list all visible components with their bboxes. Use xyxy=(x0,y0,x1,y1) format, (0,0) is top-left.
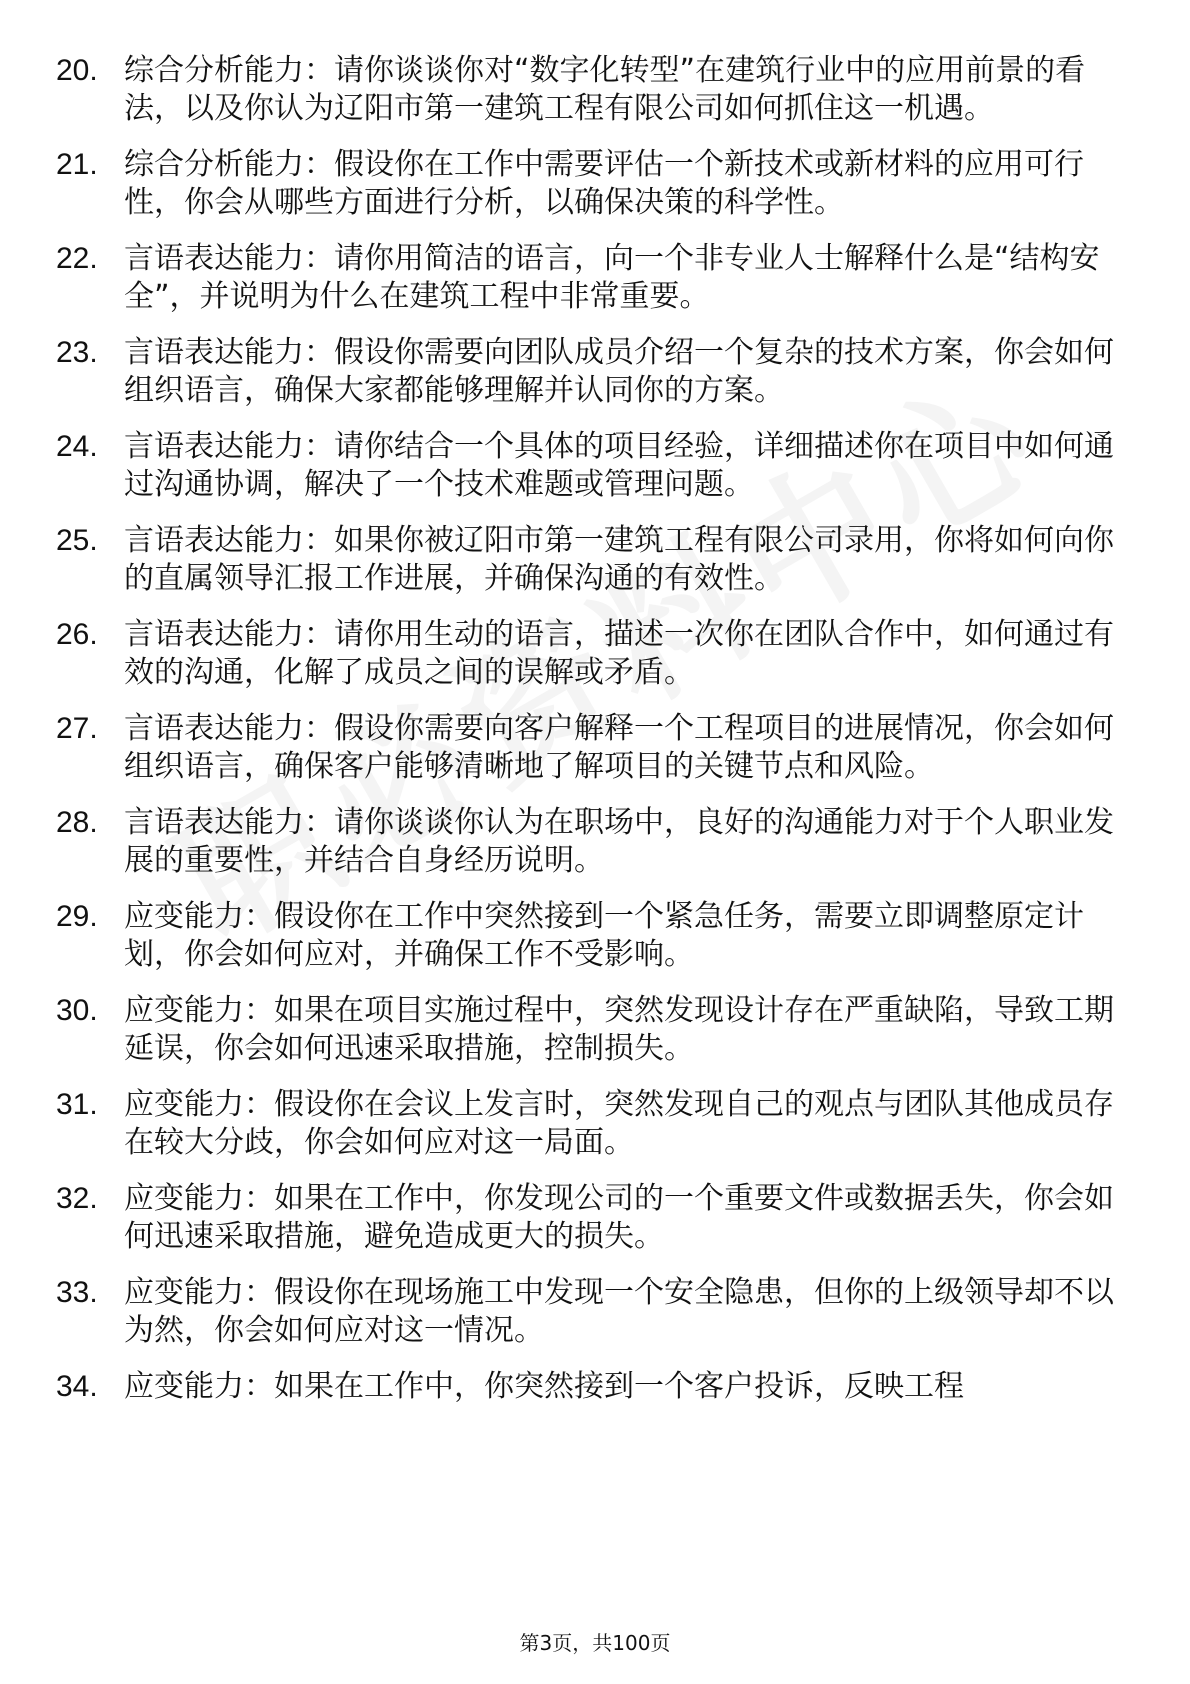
item-text: 言语表达能力：如果你被辽阳市第一建筑工程有限公司录用，你将如何向你的直属领导汇报工作进展，并确保沟通的有效性。 xyxy=(124,523,1114,596)
list-item xyxy=(0,1274,1190,1350)
item-number: 20. xyxy=(56,54,98,87)
item-number: 33. xyxy=(56,1276,98,1309)
item-text: 应变能力：如果在项目实施过程中，突然发现设计存在严重缺陷，导致工期延误，你会如何迅速采取措施，控制损失。 xyxy=(124,993,1114,1066)
item-text: 应变能力：假设你在工作中突然接到一个紧急任务，需要立即调整原定计划，你会如何应对，并确保工作不受影响。 xyxy=(124,899,1084,972)
list-item xyxy=(0,992,1190,1068)
list-item xyxy=(0,146,1190,222)
list-item xyxy=(0,1180,1190,1256)
item-number: 31. xyxy=(56,1088,98,1121)
item-number: 28. xyxy=(56,806,98,839)
item-text: 综合分析能力：假设你在工作中需要评估一个新技术或新材料的应用可行性，你会从哪些方面进行分析，以确保决策的科学性。 xyxy=(124,147,1084,220)
item-text: 言语表达能力：假设你需要向团队成员介绍一个复杂的技术方案，你会如何组织语言，确保大家都能够理解并认同你的方案。 xyxy=(124,335,1114,408)
item-text: 言语表达能力：请你结合一个具体的项目经验，详细描述你在项目中如何通过沟通协调，解决了一个技术难题或管理问题。 xyxy=(124,429,1114,502)
list-item xyxy=(0,1368,1190,1406)
item-text: 应变能力：假设你在现场施工中发现一个安全隐患，但你的上级领导却不以为然，你会如何应对这一情况。 xyxy=(124,1275,1114,1348)
list-item xyxy=(0,1086,1190,1162)
item-number: 29. xyxy=(56,900,98,933)
item-number: 34. xyxy=(56,1370,98,1403)
list-item xyxy=(0,428,1190,504)
item-number: 24. xyxy=(56,430,98,463)
item-text: 言语表达能力：假设你需要向客户解释一个工程项目的进展情况，你会如何组织语言，确保客户能够清晰地了解项目的关键节点和风险。 xyxy=(124,711,1114,784)
list-item xyxy=(0,52,1190,128)
item-number: 25. xyxy=(56,524,98,557)
list-item xyxy=(0,240,1190,316)
list-item xyxy=(0,710,1190,786)
list-item xyxy=(0,616,1190,692)
item-number: 23. xyxy=(56,336,98,369)
page-footer: 第3页，共100页 xyxy=(519,1631,671,1655)
list-item xyxy=(0,334,1190,410)
item-number: 30. xyxy=(56,994,98,1027)
list-item xyxy=(0,804,1190,880)
item-text: 应变能力：如果在工作中，你突然接到一个客户投诉，反映工程 xyxy=(124,1369,964,1404)
item-text: 言语表达能力：请你谈谈你认为在职场中，良好的沟通能力对于个人职业发展的重要性，并结合自身经历说明。 xyxy=(124,805,1114,878)
item-text: 应变能力：如果在工作中，你发现公司的一个重要文件或数据丢失，你会如何迅速采取措施，避免造成更大的损失。 xyxy=(124,1181,1114,1254)
item-text: 应变能力：假设你在会议上发言时，突然发现自己的观点与团队其他成员存在较大分歧，你会如何应对这一局面。 xyxy=(124,1087,1114,1160)
item-text: 言语表达能力：请你用生动的语言，描述一次你在团队合作中，如何通过有效的沟通，化解了成员之间的误解或矛盾。 xyxy=(124,617,1114,690)
item-number: 22. xyxy=(56,242,98,275)
item-number: 26. xyxy=(56,618,98,651)
list-item xyxy=(0,522,1190,598)
question-list xyxy=(0,52,1190,1424)
item-text: 言语表达能力：请你用简洁的语言，向一个非专业人士解释什么是“结构安全”，并说明为什么在建筑工程中非常重要。 xyxy=(124,241,1100,314)
item-number: 21. xyxy=(56,148,98,181)
item-text: 综合分析能力：请你谈谈你对“数字化转型”在建筑行业中的应用前景的看法，以及你认为辽阳市第一建筑工程有限公司如何抓住这一机遇。 xyxy=(124,53,1086,126)
item-number: 32. xyxy=(56,1182,98,1215)
item-number: 27. xyxy=(56,712,98,745)
list-item xyxy=(0,898,1190,974)
